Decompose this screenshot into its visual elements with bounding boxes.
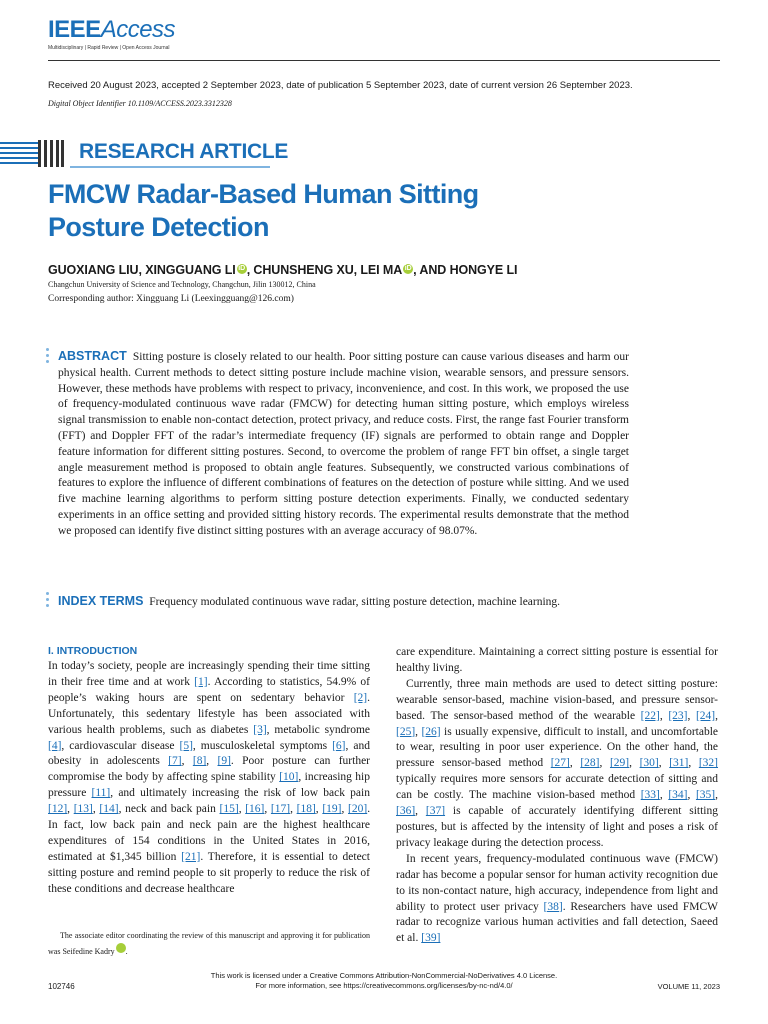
abstract-label: ABSTRACT xyxy=(58,349,127,363)
paragraph-methods: Currently, three main methods are used to detect sitting posture: wearable sensor-based, machine vision-based, and pressure sensor-based. The sensor-based method of the wearable [22], [23], [24], [25], [26] is usually expensive, difficult to install, and uncomfortable to wear, resulting in poor user experience. On the other hand, the pressure sensor-based method [27], [28], [29], [30], [31], [32] typically requires more sensors for accurate detection of sitting and can be costly. The machine vision-based method [33], [34], [35], [36], [37] is capable of accurately identifying different sitting postures, but is affected by the intensity of light and poses a risk of privacy leakage during the detection process. xyxy=(396,677,719,849)
journal-logo xyxy=(48,18,175,51)
orcid-icon[interactable]: iD xyxy=(116,943,126,953)
right-column xyxy=(396,645,718,947)
editor-footnote: The associate editor coordinating the review of this manuscript and approving it for publication was Seifedine Kadry iD. xyxy=(48,931,370,956)
left-column xyxy=(48,645,370,898)
index-terms-dots-icon xyxy=(46,592,49,610)
abstract-dots-icon xyxy=(46,348,49,366)
license-line-2[interactable]: For more information, see https://creativecommons.org/licenses/by-nc-nd/4.0/ xyxy=(255,981,513,990)
citation-link[interactable]: [26] xyxy=(421,725,441,738)
citation-link[interactable]: [37] xyxy=(425,805,446,818)
paragraph-fmcw: In recent years, frequency-modulated continuous wave (FMCW) radar has become a popular sensor for human activity recognition due to its non-contact nature, high accuracy, independence from light and ability to protect user privacy [38]. Researchers have used FMCW radar to recognize various human activities and fall detection, Saeed et al. [39] xyxy=(396,852,718,945)
citation-link[interactable]: [32] xyxy=(698,757,719,770)
citation-link[interactable]: [28] xyxy=(580,757,600,770)
citation-link[interactable]: [38] xyxy=(543,900,563,913)
citation-link[interactable]: [14] xyxy=(99,803,119,816)
citation-link[interactable]: [8] xyxy=(192,755,207,768)
affiliation: Changchun University of Science and Technology, Changchun, Jilin 130012, China xyxy=(48,280,316,289)
abstract-text: Sitting posture is closely related to our health. Poor sitting posture can cause various diseases and harm our physical health. Current methods to detect sitting posture include machine vision, wearable sensors, and pressure sensors. However, these methods have problems with respect to privacy, inconvenience, and cost. In this work, we proposed the use of frequency-modulated continuous wave radar (FMCW) for detecting human sitting posture, which employs wireless signal transmission to enable non-contact detection, protect privacy, and reduce costs. First, the range fast Fourier transform (FFT) and Doppler FFT of the radar’s intermediate frequency (IF) signals are performed to obtain range and Doppler feature information for different sitting postures. Second, to overcome the problem of range FFT bin offset, a single target angle measurement method is proposed to obtain angle features. Subsequently, we constructed various combinations of features to explore the influence of different combinations of features on the detection of posture while sitting. And we used five machine learning algorithms to perform sitting posture detection experiments. Finally, we conducted sedentary experiments in an office setting and provided sitting history records. The experimental results demonstrate that the method we proposed can identify five distinct sitting postures with an average accuracy of 98.07%. xyxy=(58,351,629,537)
authors-part-1: GUOXIANG LIU, XINGGUANG LI xyxy=(48,263,236,277)
footnote-text: The associate editor coordinating the review of this manuscript and approving it for publication was Seifedine Kadry xyxy=(48,931,370,956)
intro-paragraph: In today’s society, people are increasingly spending their time sitting in their free time and at work [1]. According to statistics, 54.9% of people’s waking hours are spent on sedentary behavior [2]. Unfortunately, this sedentary lifestyle has been associated with various health problems, such as diabetes [3], metabolic syndrome [4], cardiovascular disease [5], musculoskeletal symptoms [6], and obesity in adolescents [7], [8], [9]. Poor posture can further compromise the body by affecting spine stability [10], increasing hip pressure [11], and ultimately increasing the risk of low back pain [12], [13], [14], neck and back pain [15], [16], [17], [18], [19], [20]. In fact, low back pain and neck pain are the highest healthcare expenditures of 154 conditions in the United States in 2016, estimated at $1,345 billion [21]. Therefore, it is essential to detect sitting posture and remind people to sit properly to reduce the risk of these conditions and decrease healthcare xyxy=(48,660,371,895)
citation-link[interactable]: [20] xyxy=(348,803,368,816)
citation-link[interactable]: [33] xyxy=(640,789,660,802)
logo-tagline: Multidisciplinary | Rapid Review | Open Access Journal xyxy=(48,45,170,51)
article-type-label: RESEARCH ARTICLE xyxy=(79,140,289,163)
volume-label: VOLUME 11, 2023 xyxy=(657,982,720,991)
citation-link[interactable]: [4] xyxy=(48,739,62,752)
research-article-banner xyxy=(0,138,289,169)
citation-link[interactable]: [22] xyxy=(640,709,660,722)
citation-link[interactable]: [34] xyxy=(668,789,688,802)
citation-link[interactable]: [16] xyxy=(245,803,265,816)
citation-link[interactable]: [2] xyxy=(353,691,368,704)
citation-link[interactable]: [17] xyxy=(270,803,291,816)
citation-link[interactable]: [7] xyxy=(168,755,182,768)
orcid-icon[interactable]: iD xyxy=(238,265,246,272)
citation-link[interactable]: [10] xyxy=(279,771,299,784)
authors-part-2: , CHUNSHENG XU, LEI MA xyxy=(246,263,403,277)
citation-link[interactable]: [24] xyxy=(695,709,716,722)
citation-link[interactable]: [11] xyxy=(91,787,111,800)
logo-brand-bold: IEEE xyxy=(48,16,101,43)
citation-link[interactable]: [9] xyxy=(217,755,231,768)
citation-link[interactable]: [27] xyxy=(550,757,570,770)
authors-part-3: , AND HONGYE LI xyxy=(413,263,518,277)
citation-link[interactable]: [23] xyxy=(668,709,688,722)
index-terms-label: INDEX TERMS xyxy=(58,594,144,608)
index-terms xyxy=(58,594,718,610)
section-heading-introduction: I. INTRODUCTION xyxy=(48,645,138,657)
citation-link[interactable]: [1] xyxy=(194,675,208,688)
citation-link[interactable]: [21] xyxy=(181,850,201,863)
index-terms-text: Frequency modulated continuous wave radar, sitting posture detection, machine learning. xyxy=(149,596,561,608)
orcid-icon[interactable]: iD xyxy=(404,265,412,272)
license-line-1: This work is licensed under a Creative Commons Attribution-NonCommercial-NoDerivatives 4.0 License. xyxy=(210,971,558,980)
citation-link[interactable]: [13] xyxy=(73,803,93,816)
received-dates: Received 20 August 2023, accepted 2 September 2023, date of publication 5 September 2023, date of current version 26 September 2023. xyxy=(48,80,633,91)
title-line-1: FMCW Radar-Based Human Sitting xyxy=(48,179,479,209)
citation-link[interactable]: [6] xyxy=(332,739,346,752)
citation-link[interactable]: [19] xyxy=(322,803,342,816)
citation-link[interactable]: [31] xyxy=(669,757,689,770)
abstract xyxy=(58,349,629,540)
title-line-2: Posture Detection xyxy=(48,212,269,242)
citation-link[interactable]: [3] xyxy=(253,723,267,736)
citation-link[interactable]: [39] xyxy=(421,932,441,945)
logo-brand-italic: Access xyxy=(100,16,176,43)
paragraph-continued: care expenditure. Maintaining a correct sitting posture is essential for healthy living. xyxy=(396,646,718,674)
page-number: 102746 xyxy=(48,982,75,991)
banner-underline xyxy=(70,166,270,168)
citation-link[interactable]: [30] xyxy=(639,757,659,770)
citation-link[interactable]: [36] xyxy=(396,805,416,818)
citation-link[interactable]: [25] xyxy=(396,725,416,738)
doi-line[interactable]: Digital Object Identifier 10.1109/ACCESS.2023.3312328 xyxy=(48,99,232,108)
author-list xyxy=(48,263,517,277)
citation-link[interactable]: [12] xyxy=(48,803,68,816)
banner-stripes-icon xyxy=(0,138,64,169)
citation-link[interactable]: [15] xyxy=(219,803,239,816)
paper-title xyxy=(48,178,688,244)
citation-link[interactable]: [35] xyxy=(695,789,716,802)
citation-link[interactable]: [5] xyxy=(179,739,193,752)
citation-link[interactable]: [18] xyxy=(296,803,316,816)
corresponding-author: Corresponding author: Xingguang Li (Leexingguang@126.com) xyxy=(48,294,294,304)
citation-link[interactable]: [29] xyxy=(609,757,630,770)
header-rule xyxy=(48,60,720,61)
